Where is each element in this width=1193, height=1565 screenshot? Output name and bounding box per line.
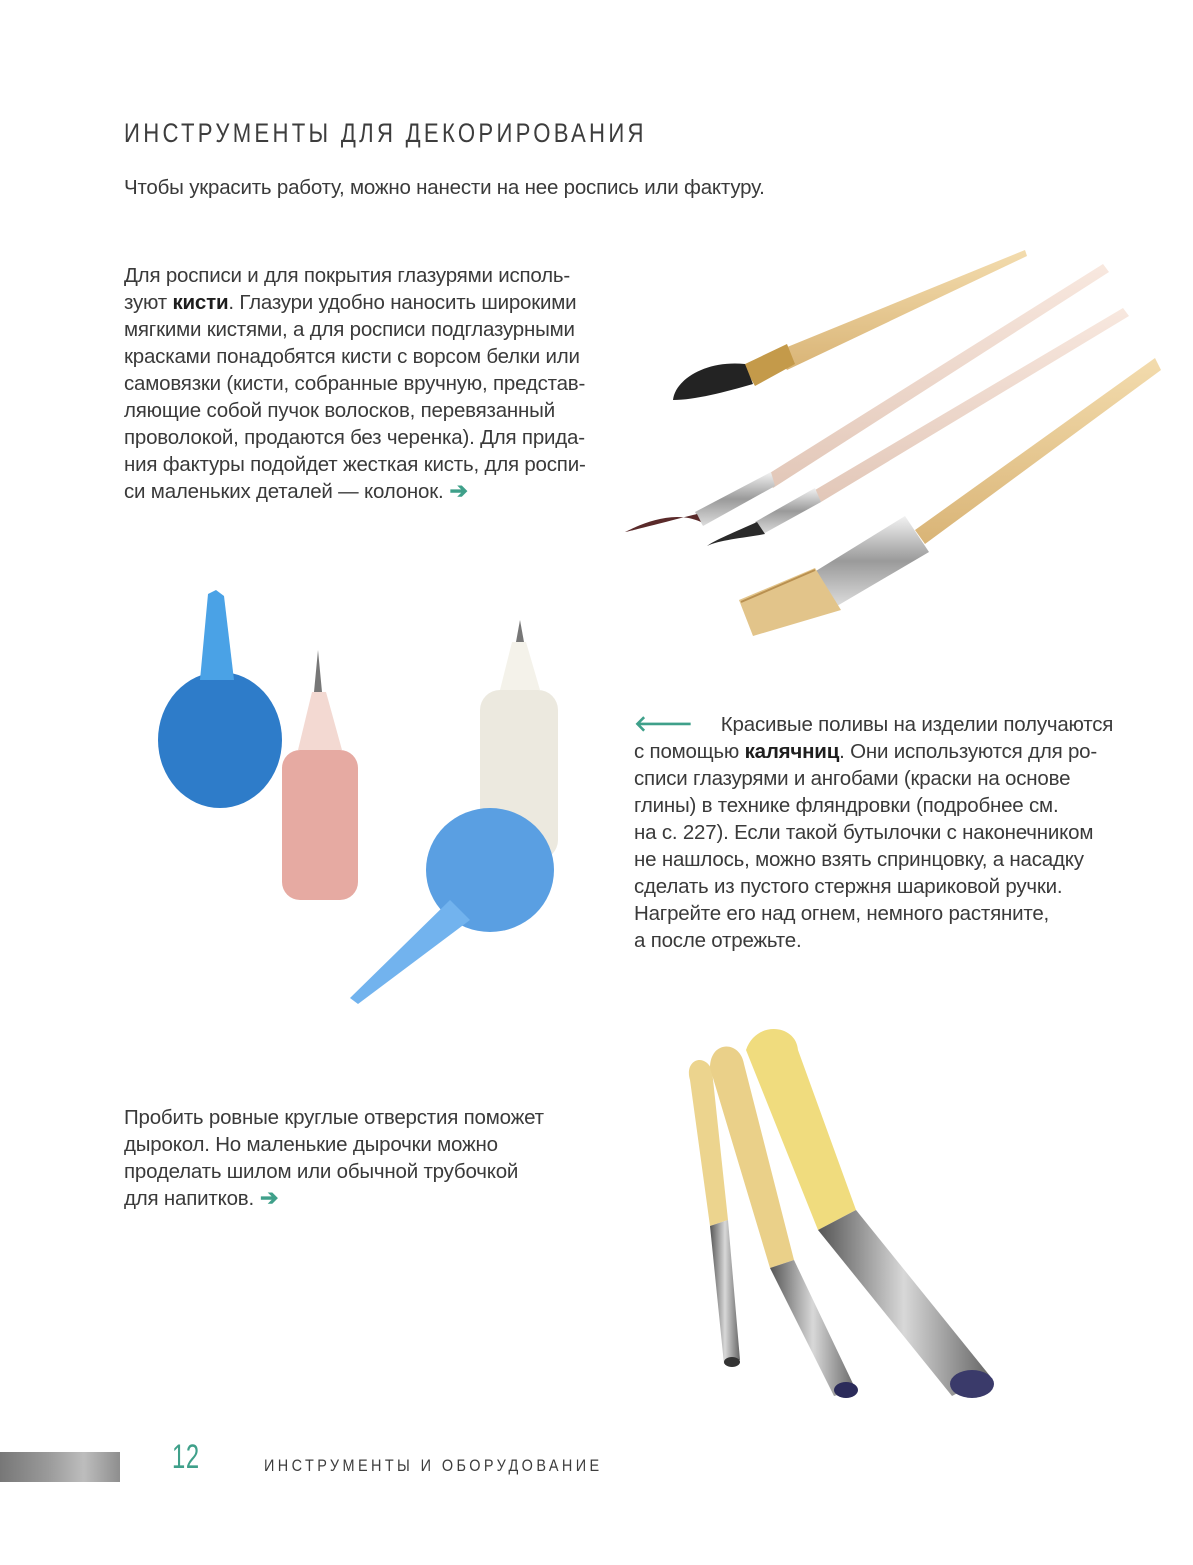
brushes-illustration [615,240,1175,670]
text-line: проволокой, продаются без черенка). Для прида- [124,426,585,449]
text-line: Пробить ровные круглые отверстия поможет [124,1106,544,1129]
hole-punches-illustration [670,1020,1030,1400]
text-line: самовязки (кисти, собранные вручную, представ- [124,372,586,395]
text-line: красками понадобятся кисти с ворсом белки или [124,345,580,368]
text-line: на с. 227). Если такой бутылочки с наконечником [634,821,1094,844]
text-line: сделать из пустого стержня шариковой ручки. [634,875,1063,898]
page-number: 12 [172,1438,200,1476]
text-line: не нашлось, можно взять спринцовку, а насадку [634,848,1084,871]
text-line: с помощью калячниц. Они используются для ро- [634,740,1098,763]
text-line: 🡐 Красивые поливы на изделии получаются [634,711,1114,736]
text-line: списи глазурями и ангобами (краски на основе [634,767,1071,790]
text-line: Нагрейте его над огнем, немного растяните, [634,902,1050,925]
text-line: Для росписи и для покрытия глазурями исполь- [124,264,571,287]
kalyachnitsy-paragraph [634,711,1114,954]
text-line: проделать шилом или обычной трубочкой [124,1160,519,1183]
text-line: ляющие собой пучок волосков, перевязанный [124,399,555,422]
text-line: дырокол. Но маленькие дырочки можно [124,1133,498,1156]
section-heading: ИНСТРУМЕНТЫ ДЛЯ ДЕКОРИРОВАНИЯ [124,118,647,148]
arrow-right-icon: ➔ [259,1185,279,1210]
text-line: мягкими кистями, а для росписи подглазурными [124,318,575,341]
text-line: ния фактуры подойдет жесткая кисть, для роспи- [124,453,586,476]
text-line: зуют кисти. Глазури удобно наносить широкими [124,291,577,314]
round-brush [625,264,1109,532]
arrow-left-icon: 🡐 [634,711,693,736]
arrow-right-icon: ➔ [449,478,468,503]
footer-texture-strip [0,1452,120,1482]
term-kisti: кисти [172,291,229,314]
text-line: глины) в технике фляндровки (подробнее см. [634,794,1059,817]
text-line: си маленьких деталей — колонок. ➔ [124,478,468,503]
term-kalyachnits: калячниц [744,740,840,763]
text-line: а после отрежьте. [634,929,802,952]
bottles-illustration [150,580,580,1010]
intro-text: Чтобы украсить работу, можно нанести на нее роспись или фактуру. [124,176,765,199]
brushes-paragraph [124,262,594,505]
running-title: ИНСТРУМЕНТЫ И ОБОРУДОВАНИЕ [264,1456,603,1475]
squirrel-brush [673,250,1027,400]
punch-paragraph [124,1104,564,1212]
text-line: для напитков. ➔ [124,1185,279,1210]
